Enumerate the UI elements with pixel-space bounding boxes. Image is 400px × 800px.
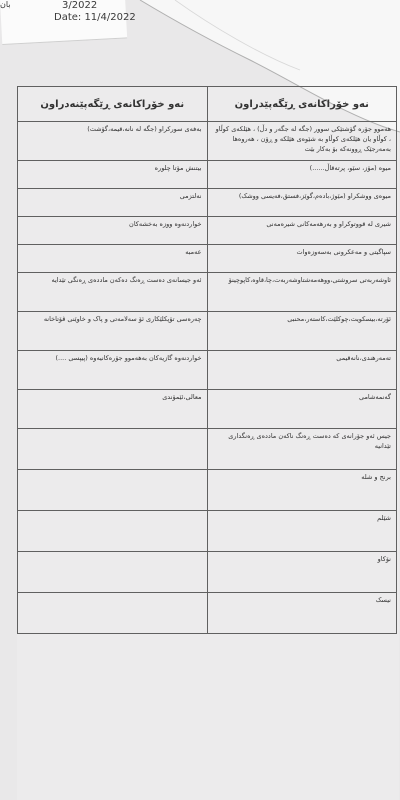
allowed-cell: ئاوشەربەتی سروشتی،ووهەمەشتاوشەربەت،چا،قاوە،کاپوچینۆ: [207, 273, 397, 312]
allowed-cell: ئۆرتە،بیسکویت،چوکلێت،کاستەر،محنبی: [207, 312, 397, 351]
date-line: Date: 11/4/2022: [54, 12, 136, 23]
table-row: [18, 390, 397, 429]
table-row: [18, 161, 397, 189]
table-row: [18, 593, 397, 634]
food-table: [17, 86, 397, 634]
allowed-cell: سپاگیتی و مەعکرونی بەسەوزەوات: [207, 245, 397, 273]
forbidden-cell: [18, 470, 208, 511]
table-row: [18, 552, 397, 593]
allowed-cell: تەمەرهندی،نانەقیمی: [207, 351, 397, 390]
allowed-cell: گەنمەشامی: [207, 390, 397, 429]
forbidden-cell: معالی،ئێمۆندی: [18, 390, 208, 429]
forbidden-cell: ئەو جیسانەی دەست ڕەنگ دەکەن ماددەی ڕەنگی تێدایە: [18, 273, 208, 312]
forbidden-cell: [18, 593, 208, 634]
table-row: [18, 351, 397, 390]
forbidden-cell: بەفەی سورکراو (جگە لە نانە،قیمە،گۆشت): [18, 122, 208, 161]
allowed-cell: برنج و شلە: [207, 470, 397, 511]
allowed-cell: جیس ئەو جۆرانەی کە دەست ڕەنگ ناکەن ماددەی ڕەنگداری تێدانیە: [207, 429, 397, 470]
forbidden-cell: خواردنەوە ووزە بەخشەکان: [18, 217, 208, 245]
table-row: [18, 511, 397, 552]
forbidden-cell: عەمبە: [18, 245, 208, 273]
table-row: [18, 470, 397, 511]
allowed-column-header: نەو خۆراکانەی ڕێگەپێدراون: [207, 87, 397, 122]
forbidden-cell: بیتنش مۆتا چلورە: [18, 161, 208, 189]
table-row: [18, 189, 397, 217]
allowed-cell: شیری لە قووتوکراو و بەرهەمەکانی شیرەمەنی: [207, 217, 397, 245]
forbidden-cell: [18, 552, 208, 593]
forbidden-cell: خواردنەوە گازیەکان بەهەموو جۆرەکانیەوە (پیپسی ....): [18, 351, 208, 390]
edge-text: بان: [0, 0, 11, 9]
table-row: [18, 273, 397, 312]
forbidden-cell: نەلتزمی: [18, 189, 208, 217]
table-row: [18, 245, 397, 273]
allowed-cell: شێلم: [207, 511, 397, 552]
table-row: [18, 122, 397, 161]
allowed-cell: میوە (مۆز، سێو، پرتەقاڵ......): [207, 161, 397, 189]
allowed-cell: هەموو جۆرە گۆشتێکی سوور (جگە لە جگەر و دڵ) ، هێلکەی کوڵاو ، کوڵاو یان هێلکەی کوڵاو بە شێوەی هێلکە و ڕۆن ، هەروەها بەمەرجێک ڕوونەکە بۆ بەکار بێت: [207, 122, 397, 161]
forbidden-cell: [18, 511, 208, 552]
forbidden-cell: [18, 429, 208, 470]
forbidden-cell: چەرەسی تۆپکلێکاری ئۆ سەلامەتی و پاک و خاوێنی ڤۆتاخانە: [18, 312, 208, 351]
table-row: [18, 429, 397, 470]
table-row: [18, 312, 397, 351]
allowed-cell: نۆکاو: [207, 552, 397, 593]
forbidden-column-header: نەو خۆراکانەی ڕێگەپێنەدراون: [18, 87, 208, 122]
date-header: 3/2022: [62, 0, 98, 11]
table-row: [18, 217, 397, 245]
allowed-cell: نیسک: [207, 593, 397, 634]
allowed-cell: میوەی ووشکراو (مێوژ،بادەم،گوێز،فستق،فەیسی ووشک): [207, 189, 397, 217]
